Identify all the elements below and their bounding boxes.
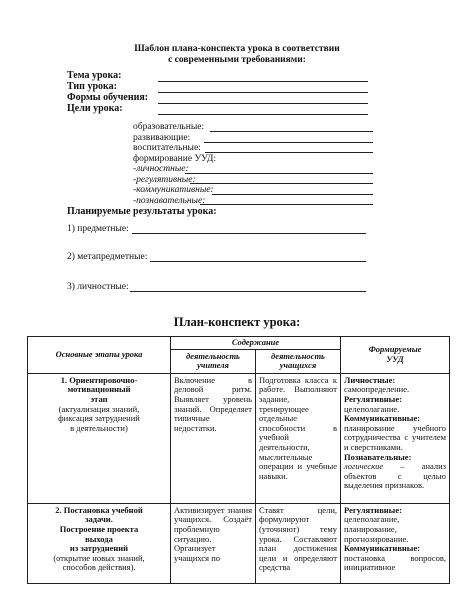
- result-personal: 3) личностные:: [67, 282, 129, 292]
- uud-regulatory-label: Регулятивные:: [344, 393, 402, 404]
- stage-line: мотивационный: [67, 384, 131, 395]
- uud-communicative-text: постановка вопросов, инициативное: [344, 552, 446, 573]
- stage-line: (открытие новых знаний,: [53, 552, 145, 563]
- stage-line: задачи.: [85, 514, 113, 525]
- lesson-topic-label: Тема урока:: [67, 70, 122, 81]
- header-students-line1: деятельность: [271, 350, 325, 361]
- uud-regulatory-text: целеполагание.: [344, 403, 400, 414]
- uud-cell: [341, 503, 450, 583]
- stage-line: в деятельности): [70, 422, 128, 433]
- result-subject-line: [132, 233, 366, 234]
- objective-educational-line: [210, 131, 373, 132]
- document-title-line1: Шаблон плана-конспекта урока в соответствии: [134, 44, 340, 54]
- objective-regulatory-line: [190, 183, 373, 184]
- stage-line: выхода: [85, 533, 113, 544]
- uud-regulatory-text: целеполагание, планирование, прогнозирование.: [344, 514, 409, 544]
- stage-line: этап: [90, 393, 108, 404]
- learning-forms-label: Формы обучения:: [67, 92, 149, 103]
- teacher-activity-cell: Активизирует знания учащихся. Создаёт проблемную ситуацию. Организует учащихся по: [171, 503, 256, 583]
- stage-cell: [28, 503, 171, 583]
- header-uud: [341, 337, 450, 374]
- uud-cognitive-italic: логические: [344, 461, 384, 472]
- stage-line: Построение проекта: [59, 523, 139, 534]
- lesson-plan-table: [27, 336, 450, 584]
- objective-personal: -личностные:: [133, 164, 189, 174]
- objective-developmental-line: [204, 142, 373, 143]
- objective-educational: образовательные:: [133, 122, 205, 132]
- student-activity-cell: Подготовка класса к работе. Выполняют задание, тренирующее отдельные способности в учебной деятельности, мыслительные операции и учебные навыки.: [256, 373, 341, 503]
- document-title-line2: с современными требованиями:: [168, 55, 306, 65]
- header-student-activity: [256, 349, 341, 373]
- lesson-type-label: Тип урока:: [67, 81, 117, 92]
- table-header-row: [28, 337, 450, 350]
- uud-regulatory-label: Регулятивные:: [344, 504, 402, 515]
- objective-regulatory: -регулятивные:: [133, 174, 196, 185]
- student-activity-cell: Ставят цели, формулируют (уточняют) тему урока. Составляют план достижения цели и определяют средства: [256, 503, 341, 583]
- stage-line: (актуализация знаний,: [58, 403, 140, 414]
- teacher-activity-cell: Включение в деловой ритм. Выявляет уровень знаний. Определяет типичные недостатки.: [171, 373, 256, 503]
- learning-forms-line: [158, 103, 368, 104]
- result-personal-line: [130, 291, 366, 292]
- lesson-goals-label: Цели урока:: [67, 103, 123, 114]
- objective-uud: формирование УУД:: [133, 153, 217, 164]
- stage-line: 1. Ориентировочно-: [60, 374, 138, 385]
- result-metasubject-line: [150, 261, 366, 262]
- uud-cognitive-label: Познавательные:: [344, 451, 412, 462]
- header-uud-line1: Формируемые: [368, 344, 422, 355]
- lesson-goals-line: [158, 114, 368, 115]
- stage-line: фиксация затруднений: [58, 413, 140, 424]
- objective-cognitive-line: [200, 204, 373, 205]
- uud-personal-label: Личностные:: [344, 374, 396, 385]
- header-stages: Основные этапы урока: [28, 337, 171, 374]
- uud-personal-text: самоопределение.: [344, 384, 410, 395]
- objective-communicative-line: [212, 194, 373, 195]
- objective-upbringing: воспитательные:: [133, 143, 201, 153]
- objective-developmental: развивающие:: [133, 132, 191, 143]
- result-metasubject: 2) метапредметные:: [67, 252, 148, 262]
- uud-cell: [341, 373, 450, 503]
- objective-communicative: -коммуникативные:: [133, 185, 214, 195]
- header-students-line2: учащихся: [279, 360, 317, 371]
- uud-communicative-text: планирование учебного сотрудничества с учителем и сверстниками.: [344, 422, 446, 452]
- planned-results-heading: Планируемые результаты урока:: [67, 206, 217, 217]
- uud-cognitive-rest: – анализ объектов с целью выделения признаков.: [344, 461, 446, 491]
- lesson-type-line: [158, 92, 368, 93]
- header-teacher-line2: учителя: [197, 360, 229, 371]
- objective-cognitive: -познавательные:: [133, 195, 206, 206]
- header-uud-line2: УУД: [386, 353, 404, 364]
- uud-cognitive-text: [344, 462, 446, 491]
- stage-line: способов действия).: [62, 562, 136, 573]
- objective-personal-line: [185, 173, 373, 174]
- stage-line: из затруднений: [69, 543, 129, 554]
- stage-line: 2. Постановка учебной: [55, 504, 143, 515]
- stage-cell: [28, 373, 171, 503]
- objective-upbringing-line: [205, 152, 373, 153]
- header-content: Содержание: [171, 337, 341, 350]
- table-row: [28, 373, 450, 503]
- result-subject: 1) предметные:: [67, 224, 129, 234]
- uud-communicative-label: Коммуникативные:: [344, 543, 421, 554]
- lesson-topic-line: [158, 81, 368, 82]
- plan-title: План-конспект урока:: [173, 315, 301, 329]
- table-row: [28, 503, 450, 583]
- header-teacher-line1: деятельность: [186, 350, 240, 361]
- uud-communicative-label: Коммуникативные:: [344, 413, 421, 424]
- header-teacher-activity: [171, 349, 256, 373]
